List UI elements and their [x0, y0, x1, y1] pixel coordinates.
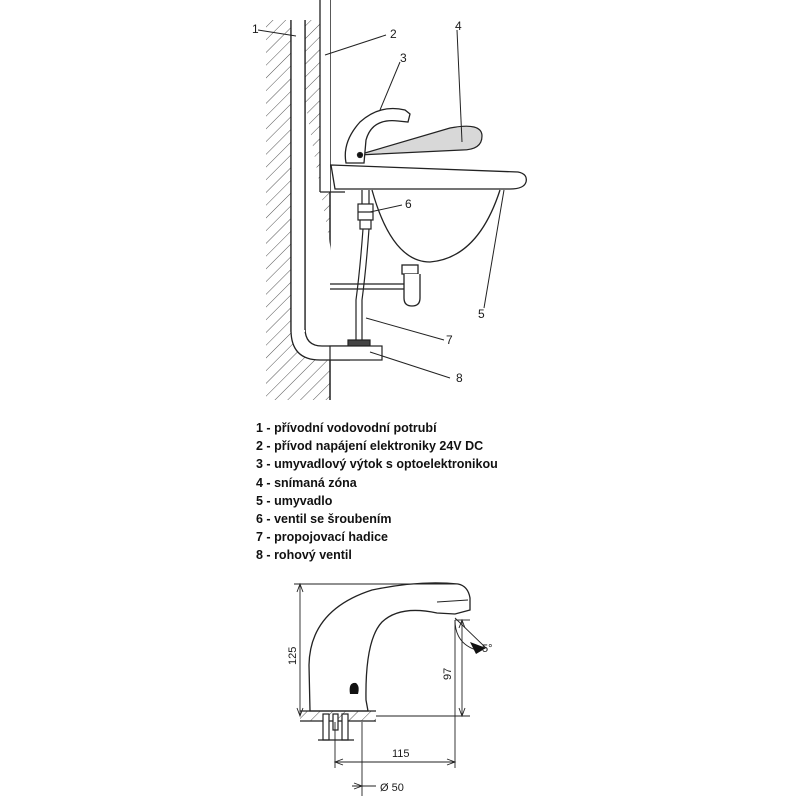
legend-item-8: 8 - rohový ventil: [256, 548, 352, 563]
sensing-zone: [358, 126, 482, 155]
legend-item-2: 2 - přívod napájení elektroniky 24V DC: [256, 439, 484, 454]
sensor-window: [350, 683, 359, 694]
dimension-drawing: [287, 583, 493, 796]
callout-6: 6: [405, 197, 412, 211]
washbasin: [330, 165, 526, 306]
callout-3: 3: [400, 51, 407, 65]
valve-fitting: [358, 190, 373, 229]
callout-7: 7: [446, 333, 453, 347]
legend-item-1: 1 - přívodní vodovodní potrubí: [256, 421, 437, 435]
legend-list: [256, 419, 498, 565]
installation-diagram: [252, 0, 526, 400]
dimension-97: 97: [442, 667, 454, 680]
connecting-hose: [356, 229, 369, 344]
legend-item-3: 3 - umyvadlový výtok s optoelektronikou: [256, 457, 498, 472]
callout-4: 4: [455, 19, 462, 33]
callout-5: 5: [478, 307, 485, 321]
legend-item-5: 5 - umyvadlo: [256, 493, 333, 508]
callout-1: 1: [252, 22, 259, 36]
legend-item-7: 7 - propojovací hadice: [256, 530, 388, 545]
dimension-angle-5: 5°: [482, 643, 493, 655]
dimension-125: 125: [287, 646, 299, 665]
faucet-spout: [345, 109, 410, 164]
legend-item-4: 4 - snímaná zóna: [256, 475, 357, 490]
callout-8: 8: [456, 371, 463, 385]
power-supply-conduit: [320, 0, 345, 192]
faucet-profile: [309, 583, 470, 711]
dimension-diameter-50: Ø 50: [380, 782, 404, 794]
dimension-115: 115: [392, 748, 410, 760]
legend-item-6: 6 - ventil se šroubením: [256, 512, 392, 527]
callout-2: 2: [390, 27, 397, 41]
